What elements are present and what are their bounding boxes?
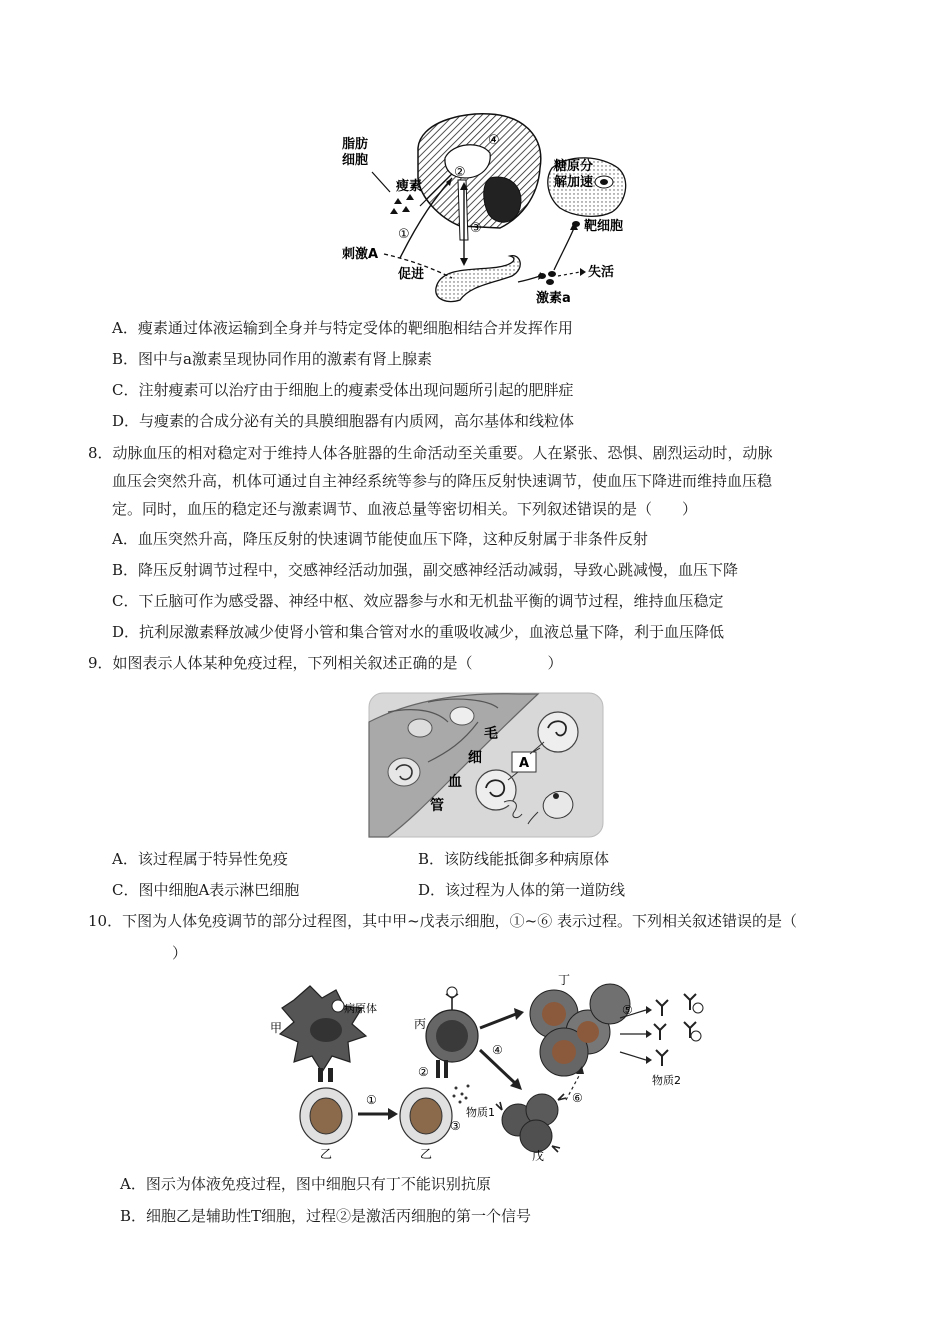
circle-2-label: ②	[454, 165, 466, 180]
circle-3-label: ③	[470, 221, 482, 236]
q9-option-c: C．图中细胞A表示淋巴细胞	[112, 881, 300, 899]
q8-option-a: A．血压突然升高，降压反射的快速调节能使血压下降，这种反射属于非条件反射	[112, 530, 648, 548]
q8-option-d: D．抗利尿激素释放减少使肾小管和集合管对水的重吸收减少，血液总量下降，利于血压降低	[112, 623, 725, 641]
q7-option-c: C．注射瘦素可以治疗由于细胞上的瘦素受体出现问题所引起的肥胖症	[112, 381, 574, 399]
pancreas	[436, 256, 520, 302]
fat-cell-label-2: 细胞	[342, 153, 369, 168]
stimulus-label: 刺激A	[342, 247, 379, 262]
fat-cell-label-1: 脂肪	[342, 137, 369, 152]
q10-stem-line-1: 10．下图为人体免疫调节的部分过程图，其中甲~戊表示细胞，①~⑥ 表示过程。下列相关叙述错误的是（	[88, 912, 797, 930]
jia-label: 甲	[270, 1021, 283, 1035]
q10-stem-line-2: ）	[112, 944, 188, 962]
circle-5-label: ⑤	[622, 1003, 633, 1017]
substance-1-label: 物质1	[466, 1106, 495, 1119]
bing-label: 丙	[414, 1017, 427, 1031]
yi-label-1: 乙	[320, 1147, 333, 1161]
figure-humoral-immunity	[270, 970, 720, 1162]
substance-1-dots	[453, 1085, 470, 1104]
promote-label: 促进	[398, 267, 425, 282]
q8-stem-line-2: 血压会突然升高，机体可通过自主神经系统等参与的降压反射快速调节，使血压下降进而维持血压稳	[112, 472, 773, 490]
figure-phagocytosis	[368, 692, 604, 838]
circle-6-label: ⑥	[572, 1091, 583, 1105]
guan-label: 管	[430, 798, 444, 814]
figure-leptin-diagram	[340, 108, 640, 308]
leptin-triangles	[390, 194, 414, 214]
wu-label: 戊	[532, 1149, 545, 1162]
yi-label-2: 乙	[420, 1147, 433, 1161]
cell-ding-cluster	[530, 984, 630, 1076]
q9-option-b: B．该防线能抵御多种病原体	[418, 850, 610, 868]
circle-3-label: ③	[450, 1119, 461, 1133]
circle-1-label: ①	[398, 227, 410, 242]
cell-wu-cluster	[496, 1094, 566, 1152]
q8-stem-line-3: 定。同时，血压的稳定还与激素调节、血液总量等密切相关。下列叙述错误的是（ ）	[112, 500, 698, 518]
target-cell-label: 靶细胞	[584, 219, 624, 234]
hormone-a-label: 激素a	[536, 291, 571, 306]
q8-option-b: B．降压反射调节过程中，交感神经活动加强，副交感神经活动减弱，导致心跳减慢，血压下降	[112, 561, 739, 579]
q10-option-a: A．图示为体液免疫过程，图中细胞只有丁不能识别抗原	[120, 1175, 491, 1193]
q9-option-a: A．该过程属于特异性免疫	[112, 850, 288, 868]
circle-4-label: ④	[492, 1043, 503, 1057]
q7-option-b: B．图中与a激素呈现协同作用的激素有肾上腺素	[112, 350, 432, 368]
glycogen-label-2: 解加速	[554, 175, 594, 190]
q8-option-c: C．下丘脑可作为感受器、神经中枢、效应器参与水和无机盐平衡的调节过程，维持血压稳定	[112, 592, 724, 610]
ding-label: 丁	[558, 973, 571, 987]
cell-a-label: A	[519, 756, 530, 771]
inactivate-label: 失活	[588, 265, 615, 280]
antibodies	[654, 994, 696, 1066]
circle-1-label: ①	[366, 1093, 377, 1107]
leptin-label: 瘦素	[396, 179, 423, 194]
glycogen-label-1: 糖原分	[554, 159, 594, 174]
q7-option-a: A．瘦素通过体液运输到全身并与特定受体的靶细胞相结合并发挥作用	[112, 319, 573, 337]
q8-stem-line-1: 8．动脉血压的相对稳定对于维持人体各脏器的生命活动至关重要。人在紧张、恐惧、剧烈运动时，动脉	[88, 444, 773, 462]
q9-option-d: D．该过程为人体的第一道防线	[418, 881, 626, 899]
q10-option-b: B．细胞乙是辅助性T细胞，过程②是激活丙细胞的第一个信号	[120, 1207, 532, 1225]
xi-label: 细	[468, 750, 482, 766]
pathogen-label: 病原体	[344, 1002, 377, 1015]
mao-label: 毛	[484, 726, 498, 742]
substance-2-label: 物质2	[652, 1074, 681, 1087]
circle-2-label: ②	[418, 1065, 429, 1079]
circle-4-label: ④	[488, 133, 500, 148]
q7-option-d: D．与瘦素的合成分泌有关的具膜细胞器有内质网，高尔基体和线粒体	[112, 412, 575, 430]
q9-stem: 9．如图表示人体某种免疫过程，下列相关叙述正确的是（ ）	[88, 654, 563, 672]
xue-label: 血	[448, 774, 462, 790]
